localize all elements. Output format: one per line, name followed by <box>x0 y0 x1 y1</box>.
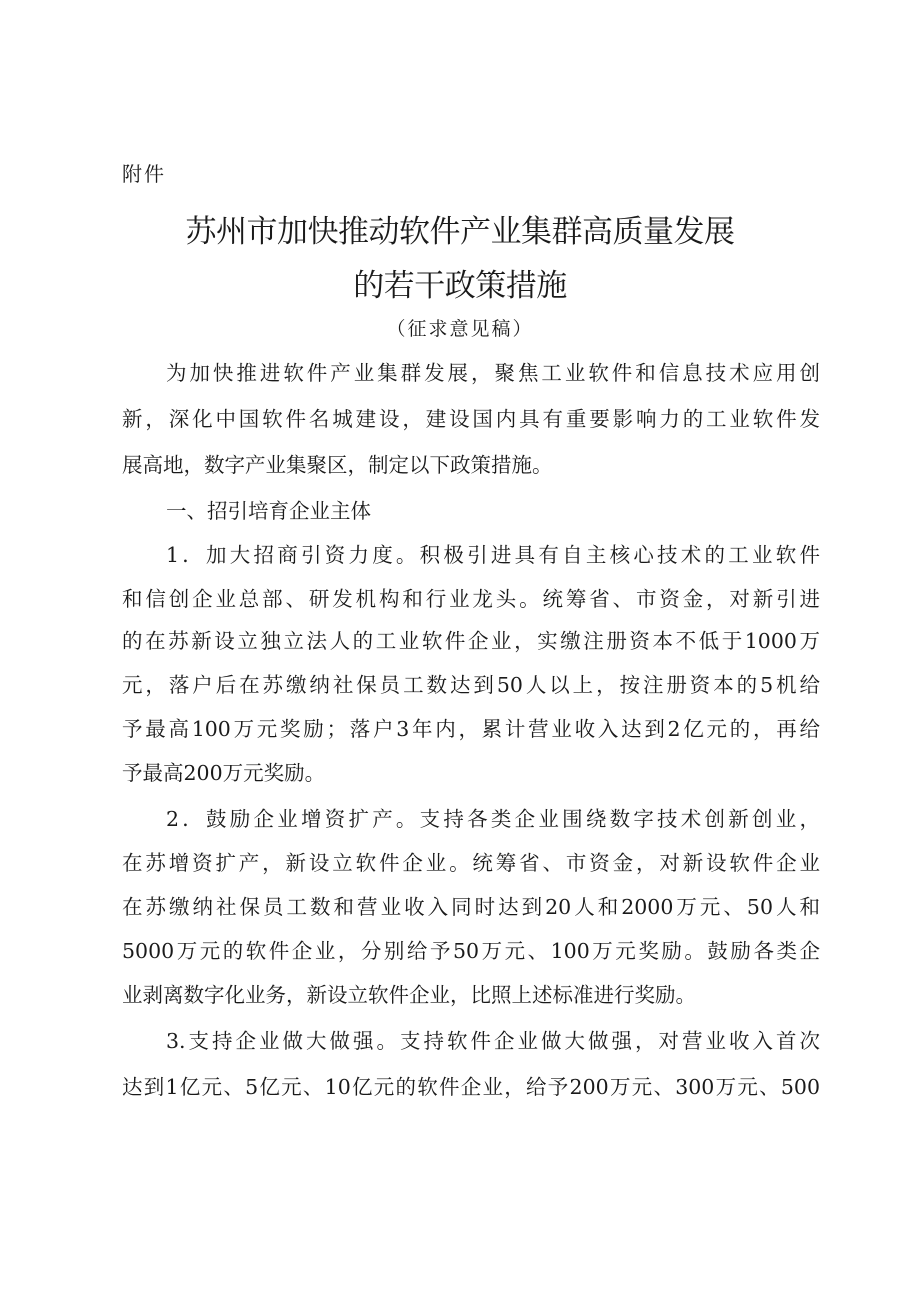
item1-line: 和信创企业总部、研发机构和行业龙头。统筹省、市资金，对新引进 <box>122 587 820 611</box>
item2-line: 在苏缴纳社保员工数和营业收入同时达到20人和2000万元、50人和 <box>122 895 820 919</box>
section-heading: 一、招引培育企业主体 <box>166 499 371 523</box>
document-title-line-2: 的若干政策措施 <box>353 268 567 304</box>
document-title-line-1: 苏州市加快推动软件产业集群高质量发展 <box>185 214 735 250</box>
item1-line: 元，落户后在苏缴纳社保员工数达到50人以上，按注册资本的5机给 <box>122 673 820 697</box>
item2-line: 5000万元的软件企业，分别给予50万元、100万元奖励。鼓励各类企 <box>122 939 820 963</box>
item1-line: 予最高200万元奖励。 <box>122 761 326 785</box>
item3-line: 3.支持企业做大做强。支持软件企业做大做强，对营业收入首次 <box>166 1029 820 1053</box>
draft-subtitle: （征求意见稿） <box>386 318 534 340</box>
item2-line: 业剥离数字化业务，新设立软件企业，比照上述标准进行奖励。 <box>122 983 696 1007</box>
intro-line: 为加快推进软件产业集群发展，聚焦工业软件和信息技术应用创 <box>166 361 820 385</box>
intro-line: 新，深化中国软件名城建设，建设国内具有重要影响力的工业软件发 <box>122 407 820 431</box>
item1-line: 的在苏新设立独立法人的工业软件企业，实缴注册资本不低于1000万 <box>122 629 820 653</box>
item1-line: 予最高100万元奖励；落户3年内，累计营业收入达到2亿元的，再给 <box>122 717 820 741</box>
item1-line: 1．加大招商引资力度。积极引进具有自主核心技术的工业软件 <box>166 543 820 567</box>
item3-line: 达到1亿元、5亿元、10亿元的软件企业，给予200万元、300万元、500 <box>122 1075 820 1099</box>
intro-line: 展高地，数字产业集聚区，制定以下政策措施。 <box>122 453 553 477</box>
item2-line: 在苏增资扩产，新设立软件企业。统筹省、市资金，对新设软件企业 <box>122 851 820 875</box>
item2-line: 2．鼓励企业增资扩产。支持各类企业围绕数字技术创新创业， <box>166 807 820 831</box>
attachment-label: 附件 <box>122 162 166 186</box>
